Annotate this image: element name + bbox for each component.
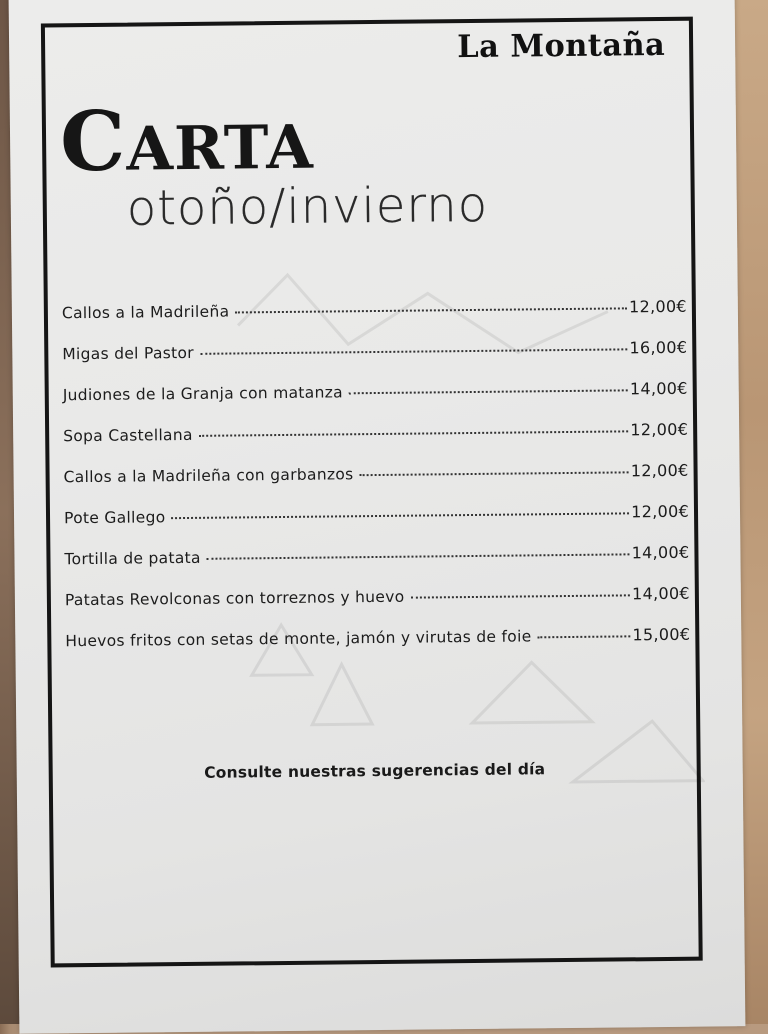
menu-item (62, 297, 687, 345)
menu-item (64, 461, 689, 509)
dish-name: Tortilla de patata (64, 548, 201, 569)
menu-item (65, 625, 690, 673)
dot-leader (235, 306, 627, 313)
dish-price: 12,00€ (630, 460, 689, 481)
menu-list (62, 297, 691, 673)
menu-item (63, 379, 688, 427)
dish-price: 14,00€ (631, 542, 690, 563)
dish-name: Callos a la Madrileña con garbanzos (63, 465, 354, 487)
dish-price: 16,00€ (629, 337, 688, 358)
menu-item (63, 420, 688, 468)
dot-leader (349, 388, 628, 394)
dot-leader (207, 552, 630, 559)
dot-leader (171, 511, 629, 519)
dish-name: Sopa Castellana (63, 425, 193, 446)
dot-leader (410, 593, 630, 598)
dish-name: Patatas Revolconas con torreznos y huevo (64, 587, 405, 610)
menu-item (62, 338, 687, 386)
menu-item (64, 502, 689, 550)
dish-price: 15,00€ (632, 624, 691, 645)
dish-name: Migas del Pastor (62, 343, 195, 364)
dish-name: Judiones de la Granja con matanza (62, 383, 343, 405)
dish-price: 12,00€ (628, 296, 687, 317)
dot-leader (537, 634, 630, 638)
menu-item (64, 543, 689, 591)
page-title-rest: ARTA (126, 112, 315, 185)
dot-leader (199, 429, 629, 436)
dish-price: 12,00€ (630, 419, 689, 440)
menu-item (65, 584, 690, 632)
dish-name: Huevos fritos con setas de monte, jamón y virutas de foie (65, 627, 532, 651)
dish-price: 14,00€ (629, 378, 688, 399)
dish-price: 14,00€ (631, 583, 690, 604)
dot-leader (200, 347, 628, 354)
restaurant-name: La Montaña (456, 26, 666, 66)
dish-price: 12,00€ (631, 501, 690, 522)
menu-sheet (9, 0, 746, 1034)
suggestions-note: Consulte nuestras sugerencias del día (204, 760, 546, 782)
season-subtitle: otoño/invierno (126, 176, 489, 237)
dish-name: Pote Gallego (63, 508, 166, 528)
dish-name: Callos a la Madrileña (61, 302, 230, 323)
dot-leader (359, 470, 628, 476)
page-title-initial: C (59, 93, 127, 191)
menu-border (41, 17, 703, 968)
page-title (59, 93, 315, 191)
